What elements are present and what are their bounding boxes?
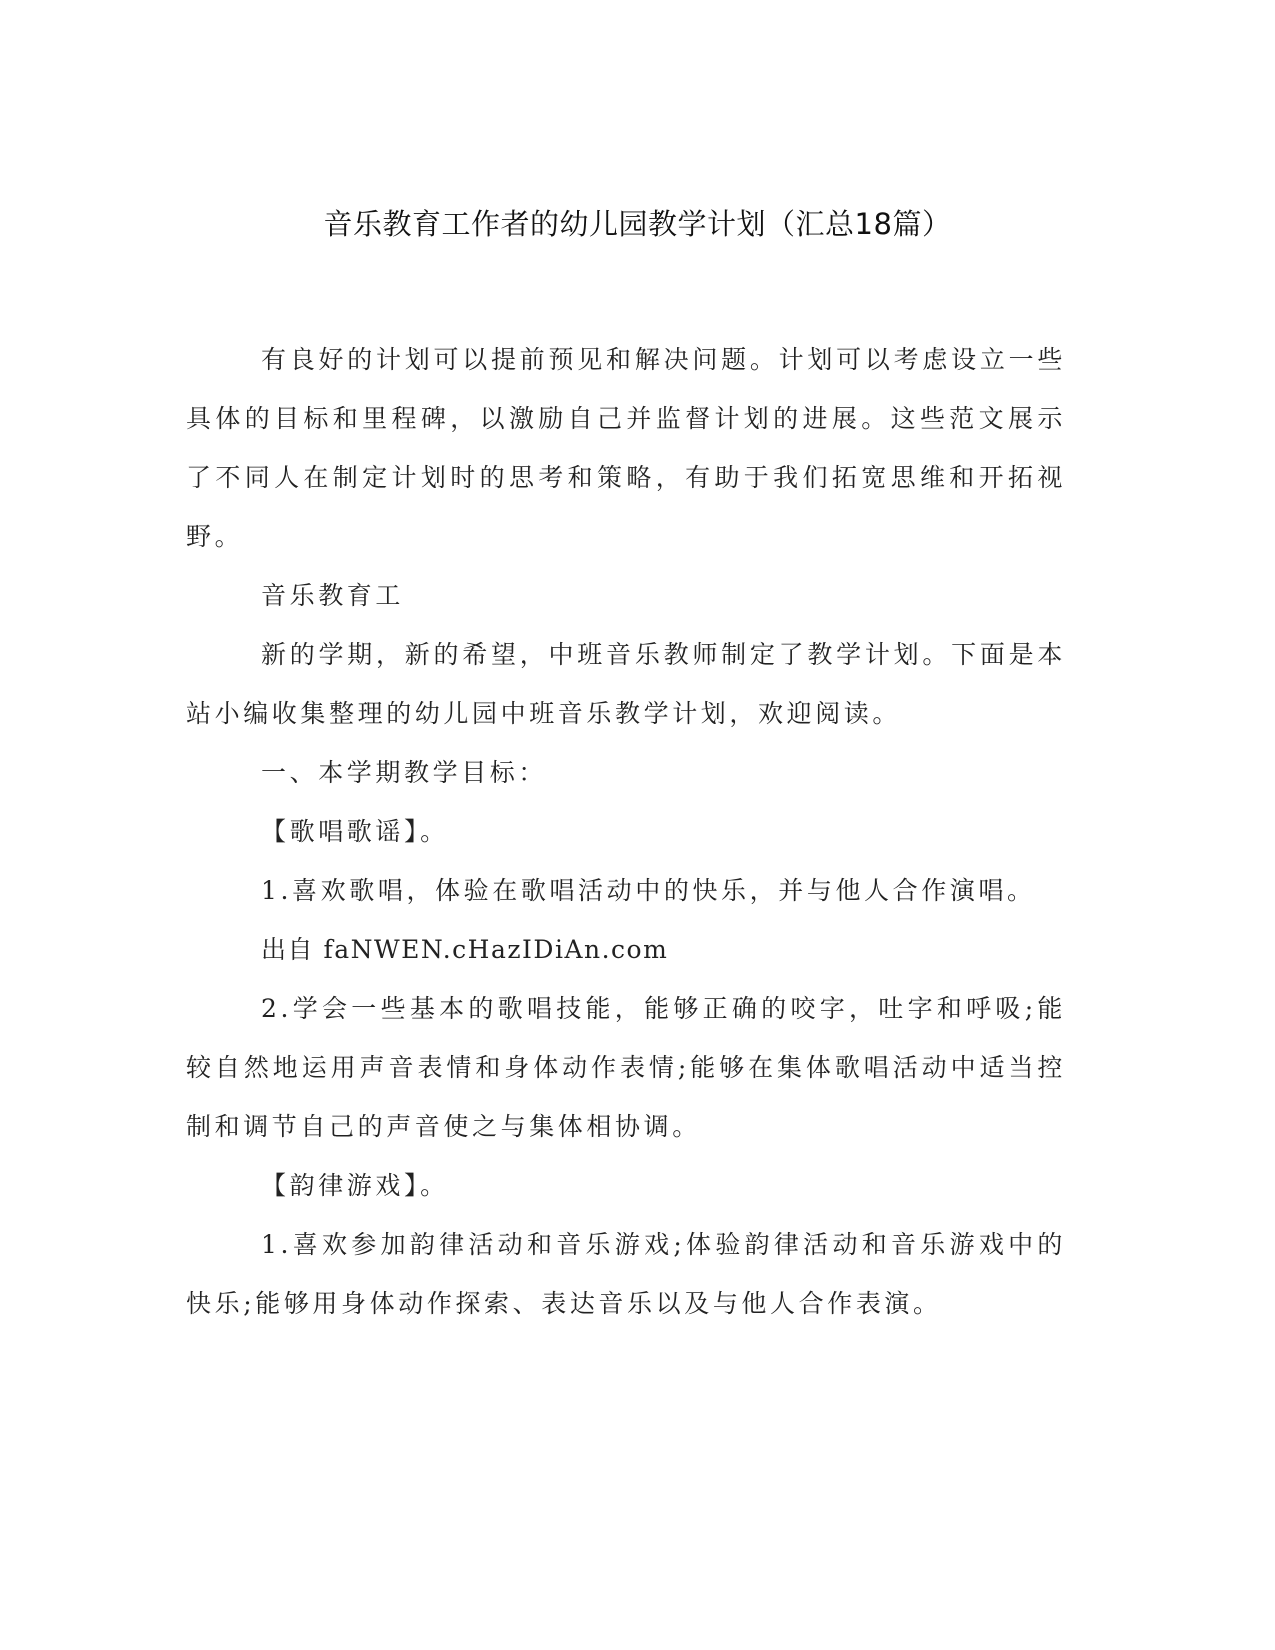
document-title: 音乐教育工作者的幼儿园教学计划（汇总18篇） <box>323 207 952 241</box>
intro-paragraph: 有良好的计划可以提前预见和解决问题。计划可以考虑设立一些具体的目标和里程碑，以激励自己并监督计划的进展。这些范文展示了不同人在制定计划时的思考和策略，有助于我们拓宽思维和开拓视野。 <box>186 345 1066 551</box>
document-body <box>186 330 1066 1333</box>
source-line: 出自 faNWEN.cHazIDiAn.com <box>261 935 669 964</box>
singing-item-2: 2.学会一些基本的歌唱技能，能够正确的咬字，吐字和呼吸;能较自然地运用声音表情和身体动作表情;能够在集体歌唱活动中适当控制和调节自己的声音使之与集体相协调。 <box>186 994 1066 1141</box>
singing-item-1: 1.喜欢歌唱，体验在歌唱活动中的快乐，并与他人合作演唱。 <box>261 876 1036 905</box>
section-heading-fragment: 音乐教育工 <box>261 581 405 610</box>
goals-heading: 一、本学期教学目标： <box>261 758 548 787</box>
semester-paragraph: 新的学期，新的希望，中班音乐教师制定了教学计划。下面是本站小编收集整理的幼儿园中班音乐教学计划，欢迎阅读。 <box>186 640 1066 728</box>
rhythm-heading: 【韵律游戏】。 <box>261 1171 449 1200</box>
rhythm-item-1: 1.喜欢参加韵律活动和音乐游戏;体验韵律活动和音乐游戏中的快乐;能够用身体动作探索、表达音乐以及与他人合作表演。 <box>186 1230 1066 1318</box>
singing-heading: 【歌唱歌谣】。 <box>261 817 449 846</box>
